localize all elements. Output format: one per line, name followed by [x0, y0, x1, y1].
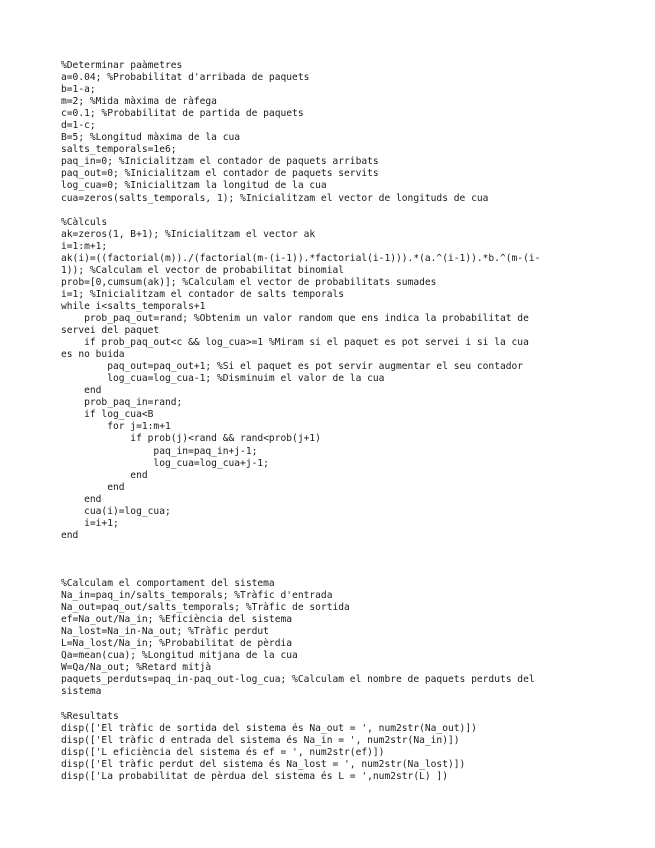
- code-line: for j=1:m+1: [61, 421, 171, 433]
- code-line: paq_out=0; %Inicialitzam el contador de paquets servits: [61, 168, 379, 180]
- code-line: prob_paq_out=rand; %Obtenim un valor random que ens indica la probabilitat de: [61, 312, 529, 324]
- code-line: c=0.1; %Probabilitat de partida de paquets: [61, 108, 304, 120]
- code-line: paq_in=paq_in+j-1;: [61, 445, 258, 457]
- code-line: end: [61, 493, 102, 505]
- code-listing: [61, 60, 606, 783]
- code-line: b=1-a;: [61, 84, 96, 96]
- code-line: cua=zeros(salts_temporals, 1); %Inicialitzam el vector de longituds de cua: [61, 192, 489, 204]
- code-line: i=1:m+1;: [61, 240, 108, 252]
- code-line: es no buida: [61, 349, 125, 361]
- code-line: [61, 554, 606, 566]
- code-line: prob_paq_in=rand;: [61, 397, 183, 409]
- code-line: B=5; %Longitud màxima de la cua: [61, 132, 241, 144]
- code-line: end: [61, 529, 79, 541]
- code-line: disp(['El tràfic d entrada del sistema és Na_in = ', num2str(Na_in)]): [61, 734, 460, 746]
- code-line: W=Qa/Na_out; %Retard mitjà: [61, 662, 212, 674]
- code-line: Na_out=paq_out/salts_temporals; %Tràfic de sortida: [61, 602, 350, 614]
- code-line: a=0.04; %Probabilitat d'arribada de paquets: [61, 72, 310, 84]
- code-line: while i<salts_temporals+1: [61, 300, 206, 312]
- code-line: ak=zeros(1, B+1); %Inicialitzam el vector ak: [61, 228, 316, 240]
- code-line: paq_out=paq_out+1; %Si el paquet es pot servir augmentar el seu contador: [61, 361, 524, 373]
- code-line: if log_cua<B: [61, 409, 154, 421]
- code-line: i=1; %Inicialitzam el contador de salts temporals: [61, 288, 345, 300]
- code-line: L=Na_lost/Na_in; %Probabilitat de pèrdia: [61, 638, 293, 650]
- code-line: i=i+1;: [61, 517, 119, 529]
- code-line: sistema: [61, 686, 102, 698]
- code-line: Qa=mean(cua); %Longitud mitjana de la cua: [61, 650, 298, 662]
- code-line: salts_temporals=1e6;: [61, 144, 177, 156]
- code-line: %Resultats: [61, 710, 119, 722]
- code-line: %Determinar paàmetres: [61, 60, 183, 71]
- code-line: log_cua=0; %Inicialitzam la longitud de la cua: [61, 180, 327, 192]
- code-line: [61, 542, 606, 554]
- code-line: if prob(j)<rand && rand<prob(j+1): [61, 433, 321, 445]
- code-line: disp(['La probabilitat de pèrdua del sistema és L = ',num2str(L) ]): [61, 770, 448, 782]
- code-line: prob=[0,cumsum(ak)]; %Calculam el vector de probabilitats sumades: [61, 276, 437, 288]
- code-line: if prob_paq_out<c && log_cua>=1 %Miram si el paquet es pot servei i si la cua: [61, 337, 529, 349]
- code-line: log_cua=log_cua-1; %Disminuim el valor de la cua: [61, 373, 385, 385]
- code-line: %Càlculs: [61, 216, 108, 228]
- code-line: %Calculam el comportament del sistema: [61, 578, 275, 590]
- code-line: ak(i)=((factorial(m))./(factorial(m-(i-1)).*factorial(i-1))).*(a.^(i-1)).*b.^(m-(i-: [61, 252, 541, 264]
- code-line: [61, 698, 606, 710]
- code-line: end: [61, 481, 125, 493]
- code-line: end: [61, 469, 148, 481]
- code-line: disp(['El tràfic perdut del sistema és Na_lost = ', num2str(Na_lost)]): [61, 758, 466, 770]
- code-line: end: [61, 385, 102, 397]
- code-line: m=2; %Mida màxima de ràfega: [61, 96, 217, 108]
- code-line: paquets_perduts=paq_in-paq_out-log_cua; %Calculam el nombre de paquets perduts del: [61, 674, 535, 686]
- code-line: 1)); %Calculam el vector de probabilitat binomial: [61, 264, 345, 276]
- code-line: Na_in=paq_in/salts_temporals; %Tràfic d'entrada: [61, 590, 333, 602]
- code-line: log_cua=log_cua+j-1;: [61, 457, 269, 469]
- code-line: [61, 566, 606, 578]
- code-line: cua(i)=log_cua;: [61, 505, 171, 517]
- code-line: servei del paquet: [61, 325, 160, 337]
- code-line: d=1-c;: [61, 120, 96, 132]
- code-line: [61, 205, 606, 217]
- code-line: ef=Na_out/Na_in; %Eficiència del sistema: [61, 614, 293, 626]
- code-line: paq_in=0; %Inicialitzam el contador de paquets arribats: [61, 156, 379, 168]
- code-line: Na_lost=Na_in-Na_out; %Tràfic perdut: [61, 626, 269, 638]
- code-line: disp(['L eficiència del sistema és ef = ', num2str(ef)]): [61, 746, 385, 758]
- code-line: disp(['El tràfic de sortida del sistema és Na_out = ', num2str(Na_out)]): [61, 722, 477, 734]
